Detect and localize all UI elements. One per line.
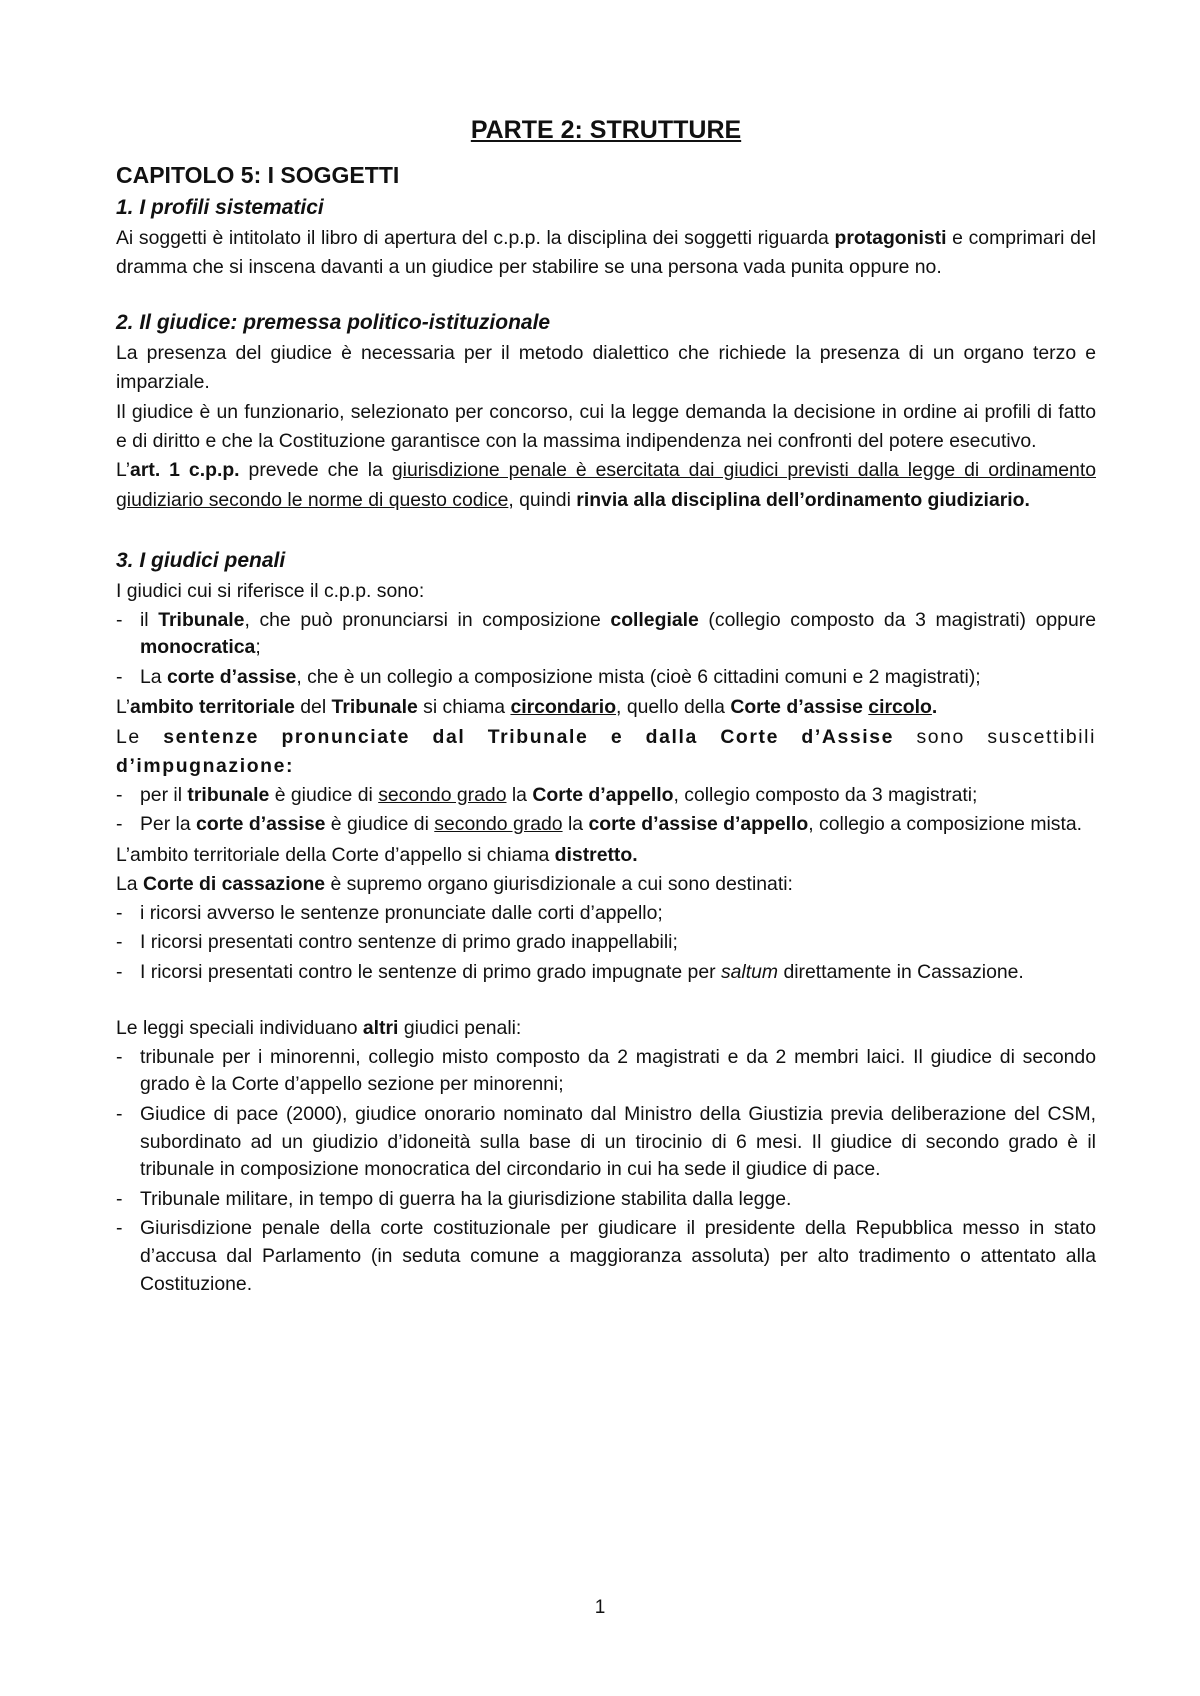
section-1-paragraph: Ai soggetti è intitolato il libro di apertura del c.p.p. la disciplina dei soggetti riguarda protagonisti e comprimari del dramma che si inscena davanti a un giudice per stabilire se una persona vada punita oppure no. [116,227,1096,279]
list-item: - I ricorsi presentati contro sentenze di primo grado inappellabili; [116,929,1096,957]
part-title: PARTE 2: STRUTTURE [470,116,742,144]
section-2-paragraph-2: Il giudice è un funzionario, selezionato per concorso, cui la legge demanda la decisione in ordine ai profili di fatto e di diritto e che la Costituzione garantisce con la massima indipendenza nei confronti del potere esecutivo. [116,400,1096,453]
list-item: - Tribunale militare, in tempo di guerra ha la giurisdizione stabilita dalla legge. [116,1186,1096,1214]
section-2-paragraph-1: La presenza del giudice è necessaria per il metodo dialettico che richiede la presenza di un organo terzo e imparziale. [116,341,1096,394]
section-3-heading: 3. I giudici penali [116,549,286,573]
leggi-speciali-paragraph: Le leggi speciali individuano altri giudici penali: [116,1017,522,1040]
list-item: - il Tribunale, che può pronunciarsi in composizione collegiale (collegio composto da 3 magistrati) oppure monocratica; [116,607,1096,662]
sentenze-paragraph: Le sentenze pronunciate dal Tribunale e dalla Corte d’Assise sono suscettibili d’impugnazione: [116,725,1096,778]
list-item: - La corte d’assise, che è un collegio a composizione mista (cioè 6 cittadini comuni e 2 magistrati); [116,664,1096,692]
section-2-paragraph-3: L’art. 1 c.p.p. prevede che la giurisdizione penale è esercitata dai giudici previsti dalla legge di ordinamento giudiziario secondo le norme di questo codice, quindi rinvia alla disciplina dell’ordinamento giudiziario. [116,459,1096,511]
impugnazione-list [116,782,1096,839]
section-3-intro: I giudici cui si riferisce il c.p.p. sono: [116,580,425,603]
list-item: - per il tribunale è giudice di secondo grado la Corte d’appello, collegio composto da 3 magistrati; [116,782,1096,810]
list-item: - tribunale per i minorenni, collegio misto composto da 2 magistrati e da 2 membri laici. Il giudice di secondo grado è la Corte d’appello sezione per minorenni; [116,1044,1096,1099]
list-item: - Giudice di pace (2000), giudice onorario nominato dal Ministro della Giustizia previa deliberazione del CSM, subordinato ad un giudizio d’idoneità sulla base di un tirocinio di 6 mesi. Il giudice di secondo grado è il tribunale in composizione monocratica del circondario in cui ha sede il giudice di pace. [116,1101,1096,1184]
ambito-paragraph: L’ambito territoriale del Tribunale si chiama circondario, quello della Corte d’assise circolo. [116,696,938,719]
list-item: - Per la corte d’assise è giudice di secondo grado la corte d’assise d’appello, collegio a composizione mista. [116,811,1096,839]
ricorsi-list [116,900,1096,987]
document-content [116,112,1096,1300]
distretto-paragraph: L’ambito territoriale della Corte d’appello si chiama distretto. [116,843,638,866]
chapter-title: CAPITOLO 5: I SOGGETTI [116,162,400,188]
list-item: - i ricorsi avverso le sentenze pronunciate dalle corti d’appello; [116,900,1096,928]
list-item: - I ricorsi presentati contro le sentenze di primo grado impugnate per saltum direttamente in Cassazione. [116,959,1096,987]
list-item: - Giurisdizione penale della corte costituzionale per giudicare il presidente della Repubblica messo in stato d’accusa dal Parlamento (in seduta comune a maggioranza assoluta) per alto tradimento o attentato alla Costituzione. [116,1215,1096,1298]
section-2-heading: 2. Il giudice: premessa politico-istituzionale [116,310,551,334]
cassazione-paragraph: La Corte di cassazione è supremo organo giurisdizionale a cui sono destinati: [116,873,793,896]
altri-giudici-list [116,1044,1096,1298]
section-1-heading: 1. I profili sistematici [116,196,324,219]
giudici-list [116,607,1096,692]
page-number: 1 [594,1597,606,1618]
